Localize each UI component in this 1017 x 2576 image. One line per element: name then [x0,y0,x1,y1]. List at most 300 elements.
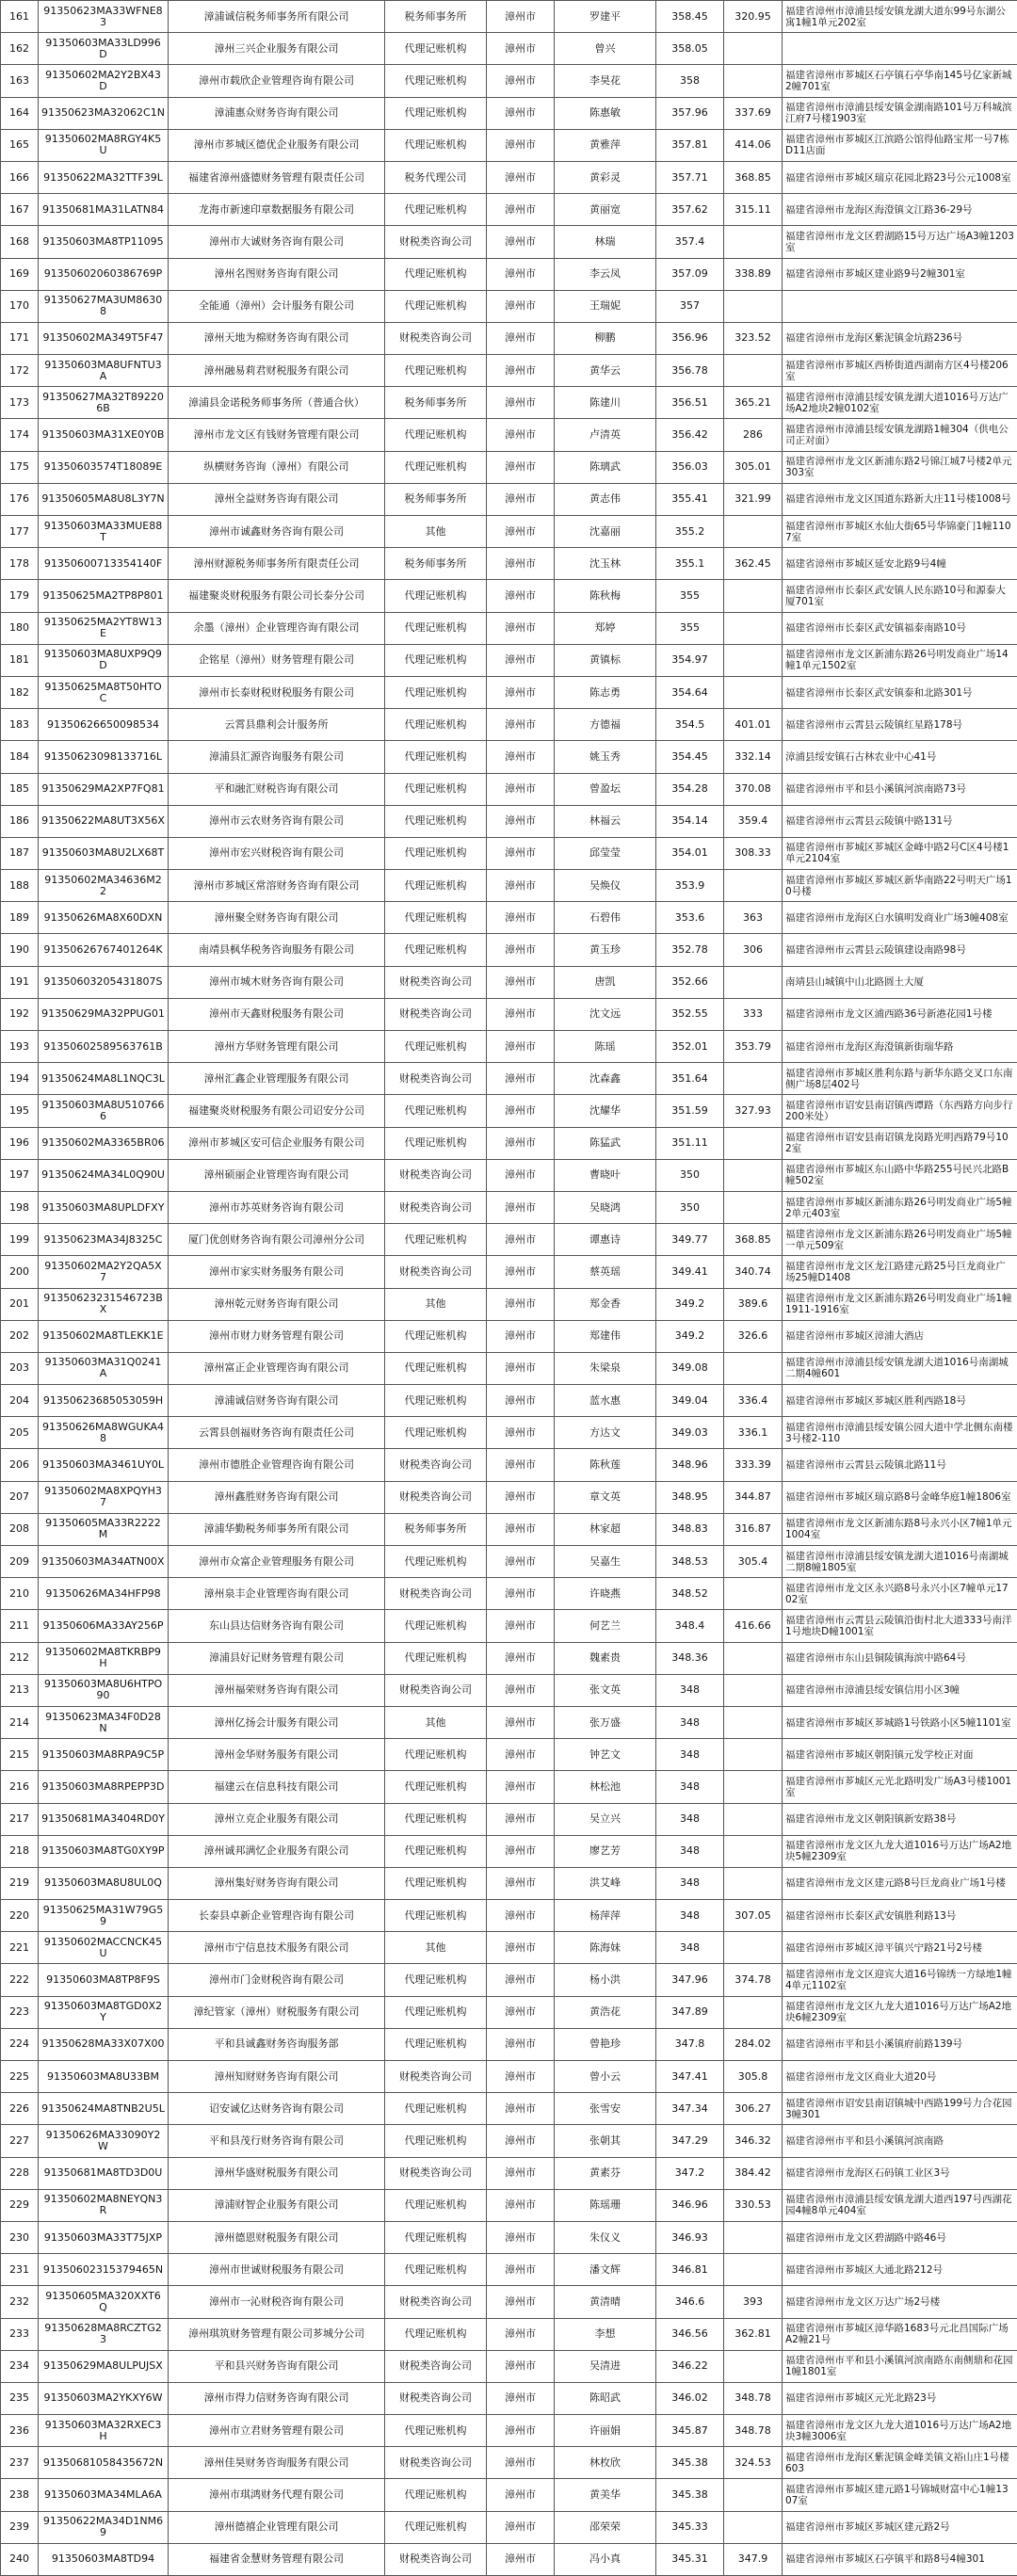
address-cell: 福建省漳州市漳浦县绥安镇信用小区3幢 [783,1674,1017,1706]
address-cell: 福建省漳州市漳浦县绥安镇龙湖大道1016号南湖城二期8幢1805室 [783,1546,1017,1578]
credit-code-cell: 91350606MA33AY256P [39,1610,169,1642]
city-cell: 漳州市 [487,805,555,837]
address-cell: 福建省漳州市龙文区新浦东路8号永兴小区7幢1单元1004室 [783,1513,1017,1545]
prev-score-cell: 416.66 [724,1610,783,1642]
row-number-cell: 229 [1,2189,39,2221]
address-cell: 福建省漳州市龙文区碧湖路15号万达广场A3幢1203室 [783,226,1017,258]
city-cell: 漳州市 [487,2157,555,2189]
score-cell: 348.4 [656,1610,724,1642]
contact-person-cell: 吴立兴 [555,1803,656,1835]
prev-score-cell: 286 [724,419,783,451]
contact-person-cell: 朱梁泉 [555,1352,656,1384]
prev-score-cell [724,1578,783,1610]
prev-score-cell: 414.06 [724,129,783,161]
score-cell: 354.97 [656,644,724,676]
contact-person-cell: 黄美华 [555,2479,656,2511]
address-cell: 福建省漳州市平和县小溪镇府前路139号 [783,2028,1017,2060]
company-name-cell: 漳州市众富企业管理服务有限公司 [169,1546,385,1578]
org-type-cell: 代理记账机构 [385,1964,487,1996]
table-row [1,322,1017,354]
credit-code-cell: 91350603MA8UPLDFXY [39,1191,169,1223]
score-cell: 350 [656,1159,724,1191]
company-name-cell: 漳州市得力信财务咨询有限公司 [169,2382,385,2414]
table-row [1,580,1017,612]
credit-code-cell: 91350626650098534 [39,709,169,741]
address-cell: 福建省漳州市漳浦县绥安镇金湖南路101号万科城滨江府7号楼1903室 [783,97,1017,129]
table-row [1,290,1017,322]
contact-person-cell: 张文英 [555,1674,656,1706]
table-row [1,1449,1017,1481]
score-cell: 357.09 [656,258,724,290]
row-number-cell: 206 [1,1449,39,1481]
credit-code-cell: 91350625MA31W79G59 [39,1900,169,1932]
score-cell: 354.45 [656,741,724,773]
contact-person-cell: 郑金香 [555,1288,656,1320]
row-number-cell: 168 [1,226,39,258]
score-cell: 346.22 [656,2350,724,2382]
credit-code-cell: 91350628MA33X07X00 [39,2028,169,2060]
credit-code-cell: 91350602MA34636M22 [39,870,169,902]
table-row [1,1546,1017,1578]
prev-score-cell: 359.4 [724,805,783,837]
company-name-cell: 漳州聚全财务咨询有限公司 [169,902,385,934]
city-cell: 漳州市 [487,709,555,741]
company-name-cell: 漳州市世诚财税服务有限公司 [169,2254,385,2286]
credit-code-cell: 91350605MA8U8L3Y7N [39,483,169,515]
company-name-cell: 漳浦县金诺税务师事务所（普通合伙） [169,387,385,419]
contact-person-cell: 章文英 [555,1481,656,1513]
org-type-cell: 税务师事务所 [385,548,487,580]
city-cell: 漳州市 [487,322,555,354]
contact-person-cell: 黄浩花 [555,1996,656,2028]
prev-score-cell [724,226,783,258]
contact-person-cell: 黄镇标 [555,644,656,676]
credit-code-cell: 91350626MA34HFP98 [39,1578,169,1610]
city-cell: 漳州市 [487,226,555,258]
table-row [1,1352,1017,1384]
table-row [1,1417,1017,1449]
org-type-cell: 代理记账机构 [385,2189,487,2221]
city-cell: 漳州市 [487,612,555,644]
table-row [1,1159,1017,1191]
row-number-cell: 167 [1,194,39,226]
table-row [1,355,1017,387]
address-cell: 福建省漳州市漳浦县绥安镇龙湖大道西197号西湖花园4幢8单元404室 [783,2189,1017,2221]
address-cell: 福建省漳州市芗城区水仙大街65号华锦豪门1幢1107室 [783,516,1017,548]
row-number-cell: 198 [1,1191,39,1223]
row-number-cell: 178 [1,548,39,580]
contact-person-cell: 廖艺芳 [555,1835,656,1867]
address-cell: 福建省漳州市龙海区紫泥镇金坑路236号 [783,322,1017,354]
prev-score-cell [724,33,783,65]
address-cell: 福建省漳州市芗城区石亭镇石亭华南145号亿家新城2幢701室 [783,65,1017,97]
org-type-cell: 财税类咨询公司 [385,226,487,258]
score-cell: 356.42 [656,419,724,451]
address-cell: 福建省漳州市漳浦县绥安镇龙湖大道1016号南湖城二期4幢601 [783,1352,1017,1384]
row-number-cell: 187 [1,837,39,869]
table-row [1,2061,1017,2093]
address-cell: 福建省漳州市云霄县云陵镇沿街村北大道333号南洋1号地块D幢1001室 [783,1610,1017,1642]
address-cell: 南靖县山城镇中山北路圆土大厦 [783,966,1017,998]
row-number-cell: 232 [1,2286,39,2318]
prev-score-cell [724,644,783,676]
score-cell: 357.62 [656,194,724,226]
credit-code-cell: 91350602MACCNCK45U [39,1932,169,1964]
row-number-cell: 221 [1,1932,39,1964]
org-type-cell: 代理记账机构 [385,1771,487,1803]
address-cell: 福建省漳州市芗城区建业路9号2幢301室 [783,258,1017,290]
score-cell: 352.78 [656,934,724,966]
address-cell: 福建省漳州市龙海区海澄镇文江路36-29号 [783,194,1017,226]
org-type-cell: 其他 [385,1706,487,1738]
table-row [1,2318,1017,2350]
org-type-cell: 财税类咨询公司 [385,2447,487,2479]
prev-score-cell [724,65,783,97]
prev-score-cell [724,1352,783,1384]
city-cell: 漳州市 [487,2061,555,2093]
company-name-cell: 漳州硕丽企业管理咨询有限公司 [169,1159,385,1191]
score-cell: 348.52 [656,1578,724,1610]
contact-person-cell: 张朝其 [555,2125,656,2157]
credit-code-cell: 91350622MA34D1NM69 [39,2511,169,2543]
row-number-cell: 236 [1,2415,39,2447]
row-number-cell: 164 [1,97,39,129]
row-number-cell: 216 [1,1771,39,1803]
org-type-cell: 代理记账机构 [385,2318,487,2350]
city-cell: 漳州市 [487,2125,555,2157]
city-cell: 漳州市 [487,355,555,387]
company-name-cell: 漳州市苏英财务咨询有限公司 [169,1191,385,1223]
score-cell: 356.51 [656,387,724,419]
org-type-cell: 代理记账机构 [385,1803,487,1835]
table-row [1,419,1017,451]
company-name-cell: 漳州汇鑫企业管理服务有限公司 [169,1063,385,1095]
city-cell: 漳州市 [487,1546,555,1578]
org-type-cell: 代理记账机构 [385,2028,487,2060]
table-row [1,837,1017,869]
address-cell: 福建省漳州市芗城区漳浦大酒店 [783,1320,1017,1352]
table-row [1,2382,1017,2414]
address-cell: 福建省漳州市龙文区浦西路36号新港花园1号楼 [783,998,1017,1030]
table-row [1,226,1017,258]
score-cell: 346.6 [656,2286,724,2318]
credit-code-cell: 91350602MA8RGY4K5U [39,129,169,161]
score-cell: 345.33 [656,2511,724,2543]
prev-score-cell [724,2479,783,2511]
org-type-cell: 代理记账机构 [385,1352,487,1384]
prev-score-cell [724,1642,783,1674]
address-cell: 福建省漳州市芗城区延安北路9号4幢 [783,548,1017,580]
row-number-cell: 183 [1,709,39,741]
table-row [1,2254,1017,2286]
table-row [1,1771,1017,1803]
table-row [1,65,1017,97]
prev-score-cell: 389.6 [724,1288,783,1320]
company-name-cell: 企铭星（漳州）财务管理有限公司 [169,644,385,676]
table-row [1,548,1017,580]
score-cell: 348 [656,1771,724,1803]
city-cell: 漳州市 [487,1835,555,1867]
address-cell: 福建省漳州市龙文区国道东路新大庄11号楼1008号 [783,483,1017,515]
company-name-cell: 厦门优创财务咨询有限公司漳州分公司 [169,1224,385,1256]
city-cell: 漳州市 [487,1642,555,1674]
address-cell: 福建省漳州市龙海区石码镇工业区3号 [783,2157,1017,2189]
company-name-cell: 漳浦县汇源咨询服务有限公司 [169,741,385,773]
org-type-cell: 代理记账机构 [385,934,487,966]
contact-person-cell: 李昊花 [555,65,656,97]
credit-code-cell: 91350603MA33T75JXP [39,2221,169,2253]
row-number-cell: 189 [1,902,39,934]
city-cell: 漳州市 [487,451,555,483]
contact-person-cell: 陈瑶珊 [555,2189,656,2221]
contact-person-cell: 黄玉珍 [555,934,656,966]
score-cell: 348 [656,1932,724,1964]
credit-code-cell: 91350629MA32PPUG01 [39,998,169,1030]
city-cell: 漳州市 [487,1063,555,1095]
company-name-cell: 漳州市财力财务管理有限公司 [169,1320,385,1352]
table-row [1,2189,1017,2221]
org-type-cell: 财税类咨询公司 [385,2543,487,2575]
city-cell: 漳州市 [487,2447,555,2479]
address-cell: 福建省漳州市长泰区武安镇人民东路10号和源泰大厦701室 [783,580,1017,612]
org-type-cell: 代理记账机构 [385,1996,487,2028]
row-number-cell: 226 [1,2093,39,2125]
credit-code-cell: 91350623MA32062C1N [39,97,169,129]
contact-person-cell: 林枚欣 [555,2447,656,2479]
contact-person-cell: 卢清英 [555,419,656,451]
city-cell: 漳州市 [487,580,555,612]
city-cell: 漳州市 [487,387,555,419]
table-row [1,483,1017,515]
table-row [1,870,1017,902]
prev-score-cell: 363 [724,902,783,934]
org-type-cell: 其他 [385,1932,487,1964]
org-type-cell: 代理记账机构 [385,2254,487,2286]
city-cell: 漳州市 [487,741,555,773]
company-name-cell: 漳州市门金财税咨询有限公司 [169,1964,385,1996]
table-row [1,451,1017,483]
city-cell: 漳州市 [487,1996,555,2028]
city-cell: 漳州市 [487,548,555,580]
company-name-cell: 余墨（漳州）企业管理咨询有限公司 [169,612,385,644]
city-cell: 漳州市 [487,1320,555,1352]
table-row [1,1256,1017,1288]
address-cell: 福建省漳州市云霄县云陵镇建设南路98号 [783,934,1017,966]
city-cell: 漳州市 [487,1513,555,1545]
address-cell: 福建省漳州市云霄县云陵镇中路131号 [783,805,1017,837]
row-number-cell: 239 [1,2511,39,2543]
address-cell: 福建省漳州市芗城区漳平镇兴宁路21号2号楼 [783,1932,1017,1964]
prev-score-cell: 353.79 [724,1031,783,1063]
org-type-cell: 代理记账机构 [385,1127,487,1159]
company-name-cell: 漳州知财财务咨询有限公司 [169,2061,385,2093]
score-cell: 345.38 [656,2479,724,2511]
city-cell: 漳州市 [487,644,555,676]
company-name-cell: 漳州市云农财务咨询有限公司 [169,805,385,837]
credit-code-cell: 91350603MA32RXEC3H [39,2415,169,2447]
credit-code-cell: 91350629MA8ULPUJSX [39,2350,169,2382]
contact-person-cell: 黄素芬 [555,2157,656,2189]
score-cell: 353.6 [656,902,724,934]
score-cell: 355.2 [656,516,724,548]
company-name-cell: 东山县达信财务咨询有限公司 [169,1610,385,1642]
credit-code-cell: 91350602315379465N [39,2254,169,2286]
contact-person-cell: 杨小洪 [555,1964,656,1996]
org-type-cell: 代理记账机构 [385,2415,487,2447]
prev-score-cell: 362.45 [724,548,783,580]
prev-score-cell: 401.01 [724,709,783,741]
prev-score-cell [724,870,783,902]
table-row [1,2479,1017,2511]
contact-person-cell: 沈耀华 [555,1095,656,1127]
score-cell: 347.8 [656,2028,724,2060]
city-cell: 漳州市 [487,1417,555,1449]
row-number-cell: 191 [1,966,39,998]
score-cell: 348 [656,1867,724,1899]
city-cell: 漳州市 [487,1352,555,1384]
credit-code-cell: 91350627MA3UM86308 [39,290,169,322]
address-cell: 福建省漳州市芗城区元光北路明发广场A3号楼1001室 [783,1771,1017,1803]
address-cell: 福建省漳州市芗城区瑞京花园北路23号公元1008室 [783,161,1017,193]
score-cell: 347.41 [656,2061,724,2093]
table-row [1,1578,1017,1610]
prev-score-cell [724,1674,783,1706]
company-name-cell: 漳州鑫胜财务咨询有限公司 [169,1481,385,1513]
address-cell: 福建省漳州市芗城区芗城区建元路2号 [783,2511,1017,2543]
prev-score-cell [724,290,783,322]
contact-person-cell: 陈海妹 [555,1932,656,1964]
org-type-cell: 代理记账机构 [385,194,487,226]
row-number-cell: 205 [1,1417,39,1449]
address-cell: 福建省漳州市诏安县南诏镇西谭路（东西路方向步行200米处） [783,1095,1017,1127]
city-cell: 漳州市 [487,1803,555,1835]
prev-score-cell: 326.6 [724,1320,783,1352]
company-name-cell: 漳州德恩财税服务有限公司 [169,2221,385,2253]
row-number-cell: 207 [1,1481,39,1513]
contact-person-cell: 沈文远 [555,998,656,1030]
org-type-cell: 代理记账机构 [385,97,487,129]
table-row [1,1964,1017,1996]
contact-person-cell: 沈森鑫 [555,1063,656,1095]
city-cell: 漳州市 [487,2511,555,2543]
credit-code-cell: 91350602MA8XPQYH37 [39,1481,169,1513]
address-cell: 福建省漳州市芗城区东山路中华路255号民兴北路B幢502室 [783,1159,1017,1191]
contact-person-cell: 吴清进 [555,2350,656,2382]
contact-person-cell: 邵荣荣 [555,2511,656,2543]
prev-score-cell: 305.8 [724,2061,783,2093]
score-cell: 345.87 [656,2415,724,2447]
score-cell: 353.9 [656,870,724,902]
credit-code-cell: 91350623MA34J8325C [39,1224,169,1256]
contact-person-cell: 钟艺文 [555,1739,656,1771]
contact-person-cell: 曹晓叶 [555,1159,656,1191]
address-cell: 福建省漳州市龙文区迎宾大道16号锦绣一方绿地1幢4单元1102室 [783,1964,1017,1996]
prev-score-cell [724,1835,783,1867]
org-type-cell: 财税类咨询公司 [385,2382,487,2414]
row-number-cell: 174 [1,419,39,451]
company-name-cell: 龙海市新速印章数据服务有限公司 [169,194,385,226]
contact-person-cell: 曾盈坛 [555,773,656,805]
table-row [1,1031,1017,1063]
city-cell: 漳州市 [487,1256,555,1288]
score-cell: 355 [656,612,724,644]
score-cell: 358.05 [656,33,724,65]
row-number-cell: 225 [1,2061,39,2093]
org-type-cell: 代理记账机构 [385,65,487,97]
org-type-cell: 代理记账机构 [385,1417,487,1449]
prev-score-cell: 308.33 [724,837,783,869]
prev-score-cell [724,355,783,387]
table-row [1,387,1017,419]
credit-code-cell: 91350624MA8L1NQC3L [39,1063,169,1095]
address-cell: 福建省漳州市龙文区新浦东路26号明发商业广场5幢一单元509室 [783,1224,1017,1256]
company-name-cell: 云霄县鼎利会计服务所 [169,709,385,741]
table-row [1,194,1017,226]
credit-code-cell: 91350602MA8TLEKK1E [39,1320,169,1352]
table-row [1,1127,1017,1159]
org-type-cell: 税务师事务所 [385,483,487,515]
row-number-cell: 208 [1,1513,39,1545]
prev-score-cell: 333 [724,998,783,1030]
row-number-cell: 188 [1,870,39,902]
row-number-cell: 234 [1,2350,39,2382]
table-row [1,1224,1017,1256]
contact-person-cell: 曾兴 [555,33,656,65]
score-cell: 346.56 [656,2318,724,2350]
prev-score-cell: 344.87 [724,1481,783,1513]
org-type-cell: 代理记账机构 [385,644,487,676]
score-cell: 347.2 [656,2157,724,2189]
table-row [1,1739,1017,1771]
org-type-cell: 税务师事务所 [385,387,487,419]
score-cell: 357.81 [656,129,724,161]
credit-code-cell: 91350623MA34F0D28N [39,1706,169,1738]
contact-person-cell: 杨萍萍 [555,1900,656,1932]
company-name-cell: 漳州乾元财务咨询有限公司 [169,1288,385,1320]
table-row [1,2543,1017,2575]
score-cell: 357.96 [656,97,724,129]
org-type-cell: 财税类咨询公司 [385,2061,487,2093]
address-cell: 福建省漳州市芗城区朝阳镇元发学校正对面 [783,1739,1017,1771]
prev-score-cell: 333.39 [724,1449,783,1481]
contact-person-cell: 何艺兰 [555,1610,656,1642]
credit-code-cell: 91350603MA8RPA9C5P [39,1739,169,1771]
credit-code-cell: 91350628MA8RCZTG23 [39,2318,169,2350]
org-type-cell: 代理记账机构 [385,1835,487,1867]
row-number-cell: 215 [1,1739,39,1771]
row-number-cell: 165 [1,129,39,161]
company-name-cell: 福建云在信息科技有限公司 [169,1771,385,1803]
row-number-cell: 184 [1,741,39,773]
row-number-cell: 217 [1,1803,39,1835]
prev-score-cell: 338.89 [724,258,783,290]
org-type-cell: 代理记账机构 [385,1031,487,1063]
prev-score-cell: 327.93 [724,1095,783,1127]
address-cell: 福建省漳州市龙文区碧湖路中路46号 [783,2221,1017,2253]
row-number-cell: 212 [1,1642,39,1674]
row-number-cell: 220 [1,1900,39,1932]
company-name-cell: 漳州天地为棉财务咨询有限公司 [169,322,385,354]
contact-person-cell: 石碧伟 [555,902,656,934]
org-type-cell: 税务师事务所 [385,1513,487,1545]
address-cell: 福建省漳州市龙文区龙江路建元路25号巨龙商业广场25幢D1408 [783,1256,1017,1288]
score-cell: 345.38 [656,2447,724,2479]
prev-score-cell: 306 [724,934,783,966]
table-row [1,1095,1017,1127]
prev-score-cell: 315.11 [724,194,783,226]
org-type-cell: 代理记账机构 [385,2511,487,2543]
prev-score-cell: 336.4 [724,1385,783,1417]
